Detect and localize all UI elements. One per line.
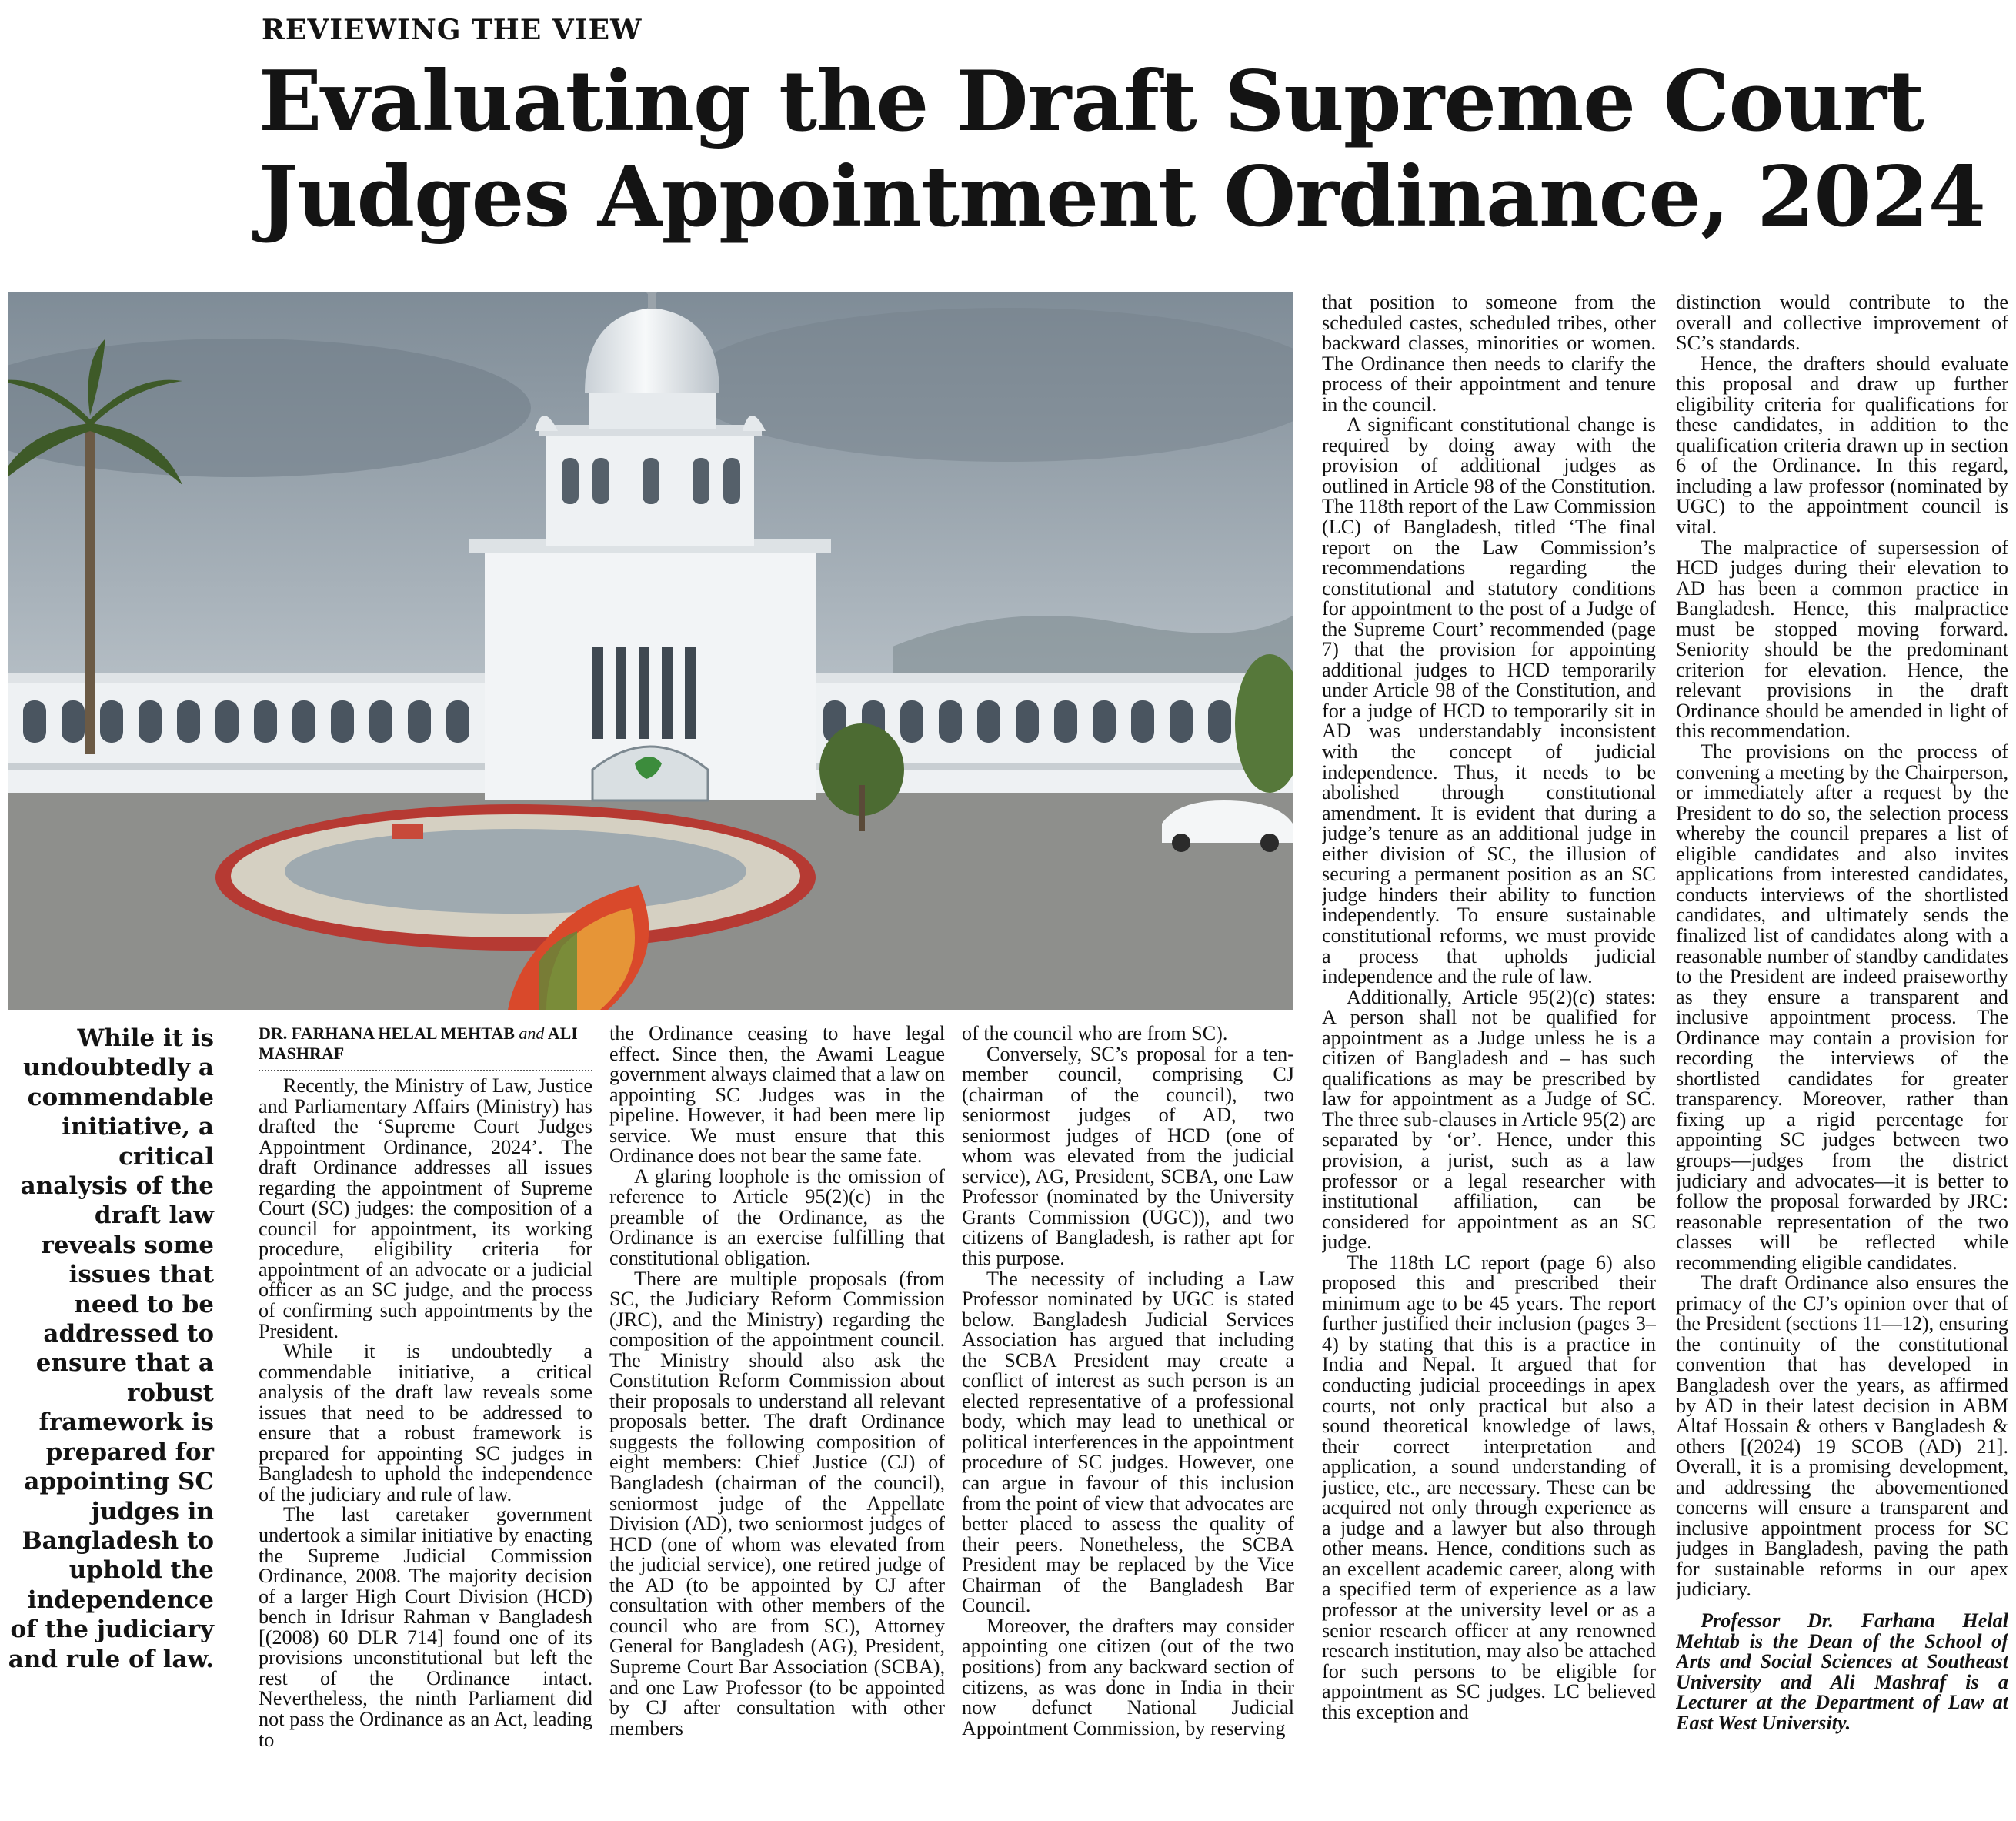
paragraph: Conversely, SC’s proposal for a ten-member council, comprising CJ (chairman of the council), two seniormost judges of AD, two seniormost judges of HCD (one of whom was elevated from the judicial service), AG, President, SCBA, one Law Professor (nominated by the University Grants Commission (UGC)), and two citizens of Bangladesh, is rather apt for this purpose.	[962, 1042, 1294, 1270]
paragraph: While it is undoubtedly a commendable initiative, a critical analysis of the draft law reveals some issues that need to be addressed to ensure that a robust framework is prepared for appointing SC judges in Bangladesh to uphold the independence of the judiciary and rule of law.	[259, 1340, 592, 1505]
paragraph: A significant constitutional change is required by doing away with the provision of additional judges as outlined in Article 98 of the Constitution. The 118th report of the Law Commission (LC) of Bangladesh, titled ‘The final report on the Law Commission’s recommendations regarding the constitutional and statutory conditions for appointment to the post of a Judge of the Supreme Court’ recommended (page 7) that the provision for appointing additional judges to HCD temporarily under Article 98 of the Constitution, and for a judge of HCD to temporarily sit in AD was understandably inconsistent with the concept of judicial independence. Thus, it needs to be abolished through constitutional amendment. It is evident that during a judge’s tenure as an additional judge in either division of SC, the illusion of securing a permanent position as an SC judge hinders their ability to function independently. To ensure sustainable constitutional reforms, we must provide a process that upholds judicial independence and the rule of law.	[1322, 413, 1656, 988]
paragraph: The draft Ordinance also ensures the primacy of the CJ’s opinion over that of the President (sections 11—12), ensuring the continuity of the constitutional convention that has developed in Bangladesh over the years, as affirmed by AD in their latest decision in ABM Altaf Hossain & others v Bangladesh & others [(2024) 19 SCOB (AD) 21]. Overall, it is a promising development, and addressing the abovementioned concerns will ensure a transparent and inclusive appointment process for SC judges in Bangladesh, paving the path for sustainable reforms in our apex judiciary.	[1676, 1271, 2008, 1601]
paragraph: that position to someone from the scheduled castes, scheduled tribes, other backward classes, minorities or women. The Ordinance then needs to clarify the process of their appointment and tenure in the council.	[1322, 292, 1656, 416]
article-column-1	[259, 1024, 592, 1821]
paragraph: The last caretaker government undertook a similar initiative by enacting the Supreme Judicial Commission Ordinance, 2008. The majority decision of a larger High Court Division (HCD) bench in Idrisur Rahman v Bangladesh [(2008) 60 DLR 714] found one of its provisions unconstitutional but left the rest of the Ordinance intact. Nevertheless, the ninth Parliament did not pass the Ordinance as an Act, leading to	[259, 1503, 592, 1751]
paragraph: A glaring loophole is the omission of reference to Article 95(2)(c) in the preamble of the Ordinance, as the Ordinance is an exercise fulfilling that constitutional obligation.	[609, 1164, 945, 1270]
article-column-3	[962, 1024, 1294, 1821]
paragraph: Recently, the Ministry of Law, Justice and Parliamentary Affairs (Ministry) has drafted the ‘Supreme Court Judges Appointment Ordinance, 2024’. The draft Ordinance addresses all issues regarding the appointment of Supreme Court (SC) judges: the composition of a council for appointment, its working procedure, eligibility criteria for appointment of an advocate or a judicial officer as an SC judge, and the process of confirming such appointments by the President.	[259, 1074, 592, 1342]
article-column-4	[1322, 292, 1656, 1821]
article-column-5	[1676, 292, 2008, 1821]
kicker: REVIEWING THE VIEW	[262, 14, 643, 46]
paragraph: There are multiple proposals (from SC, the Judiciary Reform Commission (JRC), and the Ministry) regarding the composition of the appointment council. The Ministry should also ask the Constitution Reform Commission about their proposals to understand all relevant proposals better. The draft Ordinance suggests the following composition of eight members: Chief Justice (CJ) of Bangladesh (chairman of the council), seniormost judge of the Appellate Division (AD), two seniormost judges of HCD (one of whom was elevated from the judicial service), one retired judge of the AD (to be appointed by CJ after consultation with other members of the council who are from SC), Attorney General for Bangladesh (AG), President, Supreme Court Bar Association (SCBA), and one Law Professor (to be appointed by CJ after consultation with other members	[609, 1267, 945, 1739]
paragraph: The necessity of including a Law Professor nominated by UGC is stated below. Bangladesh Judicial Services Association has argued that including the SCBA President may create a conflict of interest as such person is an elected representative of a professional body, which may lead to unethical or political interferences in the appointment procedure of SC judges. However, one can argue in favour of this inclusion from the point of view that advocates are better placed to assess the quality of their peers. Nonetheless, the SCBA President may be replaced by the Vice Chairman of the Bangladesh Bar Council.	[962, 1267, 1294, 1617]
byline-and: and	[519, 1024, 545, 1043]
headline: Evaluating the Draft Supreme Court Judges Appointment Ordinance, 2024	[259, 53, 1985, 246]
paragraph: The malpractice of supersession of HCD judges during their elevation to AD has been a common practice in Bangladesh. Hence, this malpractice must be stopped moving forward. Seniority should be the predominant criterion for elevation. Hence, the relevant provisions in the draft Ordinance should be amended in light of this recommendation.	[1676, 536, 2008, 743]
paragraph: distinction would contribute to the overall and collective improvement of SC’s standards.	[1676, 292, 2008, 355]
paragraph: the Ordinance ceasing to have legal effect. Since then, the Awami League government always claimed that a law on appointing SC Judges was in the pipeline. However, it had been mere lip service. We must ensure that this Ordinance does not bear the same fate.	[609, 1024, 945, 1168]
paragraph: The provisions on the process of convening a meeting by the Chairperson, or immediately after a request by the President to do so, the selection process whereby the council prepares a list of eligible candidates and also invites applications from interested candidates, conducts interviews of the shortlisted candidates, and ultimately sends the finalized list of candidates along with a reasonable number of standby candidates to the President are indeed praiseworthy as they ensure a transparent and inclusive appointment process. The Ordinance may contain a provision for recording the interviews of the shortlisted candidates for greater transparency. Moreover, rather than fixing up a rigid percentage for appointing SC judges between two groups—judges from the district judiciary and advocates—it is better to follow the proposal forwarded by JRC: reasonable representation of the two classes will be reflected while recommending eligible candidates.	[1676, 740, 2008, 1274]
paragraph: Hence, the drafters should evaluate this proposal and draw up further eligibility criteria for qualifications for these candidates, in addition to the qualification criteria drawn up in section 6 of the Ordinance. In this regard, including a law professor (nominated by UGC) to the appointment council is vital.	[1676, 352, 2008, 539]
paragraph: Moreover, the drafters may consider appointing one citizen (out of the two positions) from any backward section of citizens, as was done in India in their now defunct National Judicial Appointment Commission, by reserving	[962, 1614, 1294, 1739]
author-1: DR. FARHANA HELAL MEHTAB	[259, 1024, 515, 1043]
supreme-court-photo	[8, 292, 1293, 1010]
paragraph: Additionally, Article 95(2)(c) states: A person shall not be qualified for appointment as a Judge unless he is a citizen of Bangladesh and – has such qualifications as may be prescribed by law for appointment as a Judge of SC. The three sub-clauses in Article 95(2) are separated by ‘or’. Hence, under this provision, a jurist, such as a law professor or a legal researcher with institutional affiliation, can be considered for appointment as an SC judge.	[1322, 985, 1656, 1254]
pull-quote: While it is undoubtedly a commendable initiative, a critical analysis of the draft law reveals some issues that need to be addressed to ensure that a robust framework is prepared for appointing SC judges in Bangladesh to uphold the independence of the judiciary and rule of law.	[8, 1024, 214, 1673]
byline	[259, 1024, 592, 1071]
paragraph: of the council who are from SC).	[962, 1024, 1228, 1044]
author-2: ALI MASHRAF	[259, 1024, 578, 1063]
author-note: Professor Dr. Farhana Helal Mehtab is the Dean of the School of Arts and Social Sciences at Southeast University and Ali Mashraf is a Lecturer at the Department of Law at East West University.	[1676, 1609, 2008, 1734]
article-column-2	[609, 1024, 945, 1821]
paragraph: The 118th LC report (page 6) also proposed this and prescribed their minimum age to be 45 years. The report further justified their inclusion (pages 3–4) by stating that this is a practice in India and Nepal. It argued that for conducting judicial proceedings in apex courts, not only practical but also a sound theoretical knowledge of laws, their correct interpretation and application, a sound understanding of justice, etc., are necessary. These can be acquired not only through experience as a judge and a lawyer but also through other means. Hence, conditions such as an excellent academic career, along with a specified term of experience as a law professor at the university level or as a senior research officer at any renowned research institution, may also be attached for such persons to be eligible for appointment as SC judges. LC believed this exception and	[1322, 1251, 1656, 1723]
